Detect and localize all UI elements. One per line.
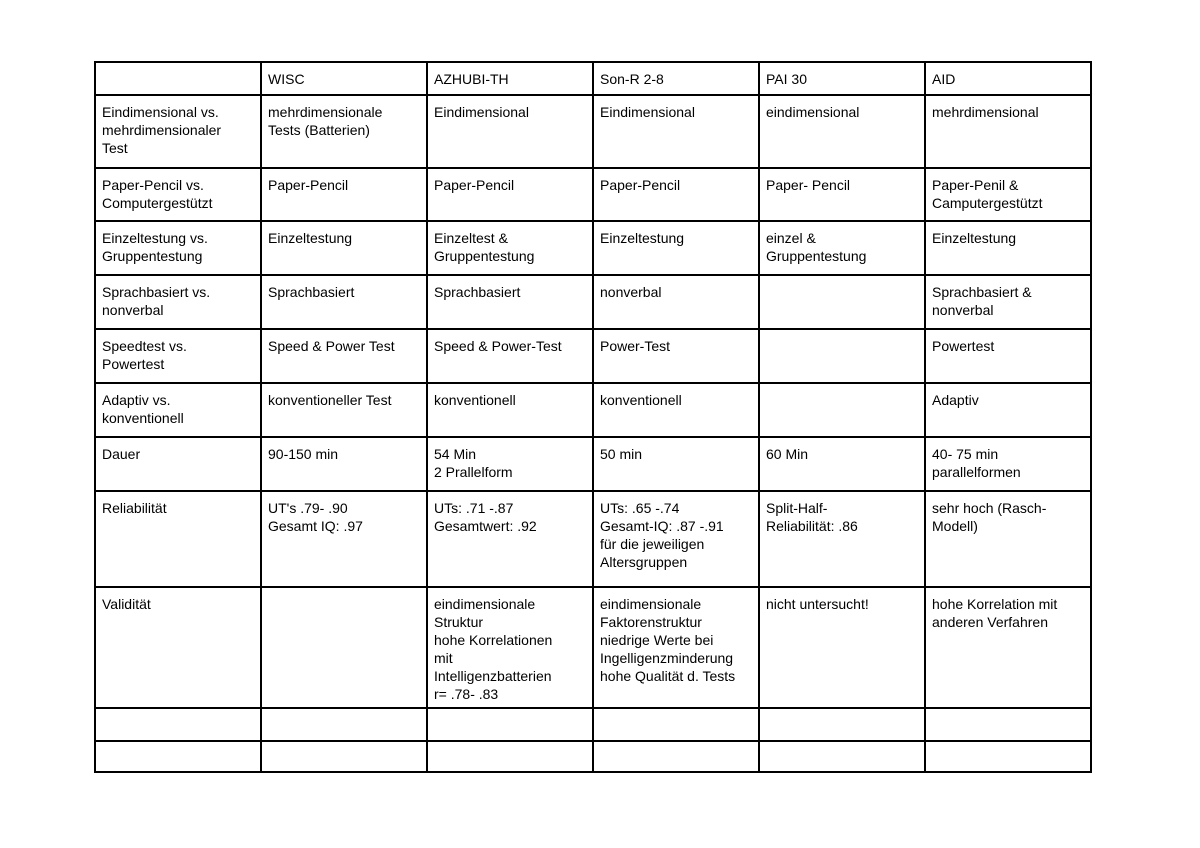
- row-label: Reliabilität: [95, 491, 261, 587]
- row-label: Adaptiv vs. konventionell: [95, 383, 261, 437]
- comparison-table: [94, 61, 1092, 773]
- table-row: [95, 437, 1091, 491]
- table-row: [95, 383, 1091, 437]
- table-cell: Eindimensional: [427, 95, 593, 168]
- table-cell: Sprachbasiert: [427, 275, 593, 329]
- table-cell: [593, 741, 759, 772]
- table-row: [95, 275, 1091, 329]
- table-cell: Einzeltestung: [261, 221, 427, 275]
- table-row: [95, 587, 1091, 708]
- table-row: [95, 168, 1091, 221]
- table-cell: Adaptiv: [925, 383, 1091, 437]
- table-cell: UTs: .71 -.87 Gesamtwert: .92: [427, 491, 593, 587]
- table-row: [95, 741, 1091, 772]
- table-cell: Split-Half- Reliabilität: .86: [759, 491, 925, 587]
- header-cell-pai30: PAI 30: [759, 62, 925, 95]
- table-cell: Power-Test: [593, 329, 759, 383]
- row-label: Dauer: [95, 437, 261, 491]
- table-cell: Sprachbasiert & nonverbal: [925, 275, 1091, 329]
- table-row: [95, 221, 1091, 275]
- table-cell: [261, 741, 427, 772]
- table-cell: [759, 741, 925, 772]
- table-row: [95, 329, 1091, 383]
- table-cell: Einzeltest & Gruppentestung: [427, 221, 593, 275]
- row-label: Einzeltestung vs. Gruppentestung: [95, 221, 261, 275]
- table-row: [95, 491, 1091, 587]
- table-cell: Paper-Pencil: [593, 168, 759, 221]
- table-cell: hohe Korrelation mit anderen Verfahren: [925, 587, 1091, 708]
- table-cell: [759, 383, 925, 437]
- table-cell: konventionell: [593, 383, 759, 437]
- table-cell: Paper-Pencil: [427, 168, 593, 221]
- table-cell: UT's .79- .90 Gesamt IQ: .97: [261, 491, 427, 587]
- header-cell-aid: AID: [925, 62, 1091, 95]
- row-label: Speedtest vs. Powertest: [95, 329, 261, 383]
- header-cell-wisc: WISC: [261, 62, 427, 95]
- table-cell: Paper- Pencil: [759, 168, 925, 221]
- table-cell: [261, 708, 427, 741]
- table-cell: konventioneller Test: [261, 383, 427, 437]
- table-cell: konventionell: [427, 383, 593, 437]
- table-cell: eindimensional: [759, 95, 925, 168]
- row-label: [95, 708, 261, 741]
- row-label: [95, 741, 261, 772]
- table-cell: mehrdimensional: [925, 95, 1091, 168]
- table-cell: nonverbal: [593, 275, 759, 329]
- row-label: Sprachbasiert vs. nonverbal: [95, 275, 261, 329]
- table-cell: 60 Min: [759, 437, 925, 491]
- table-cell: Paper-Pencil: [261, 168, 427, 221]
- table-cell: 54 Min 2 Prallelform: [427, 437, 593, 491]
- table-cell: Powertest: [925, 329, 1091, 383]
- table-cell: [427, 741, 593, 772]
- table-cell: sehr hoch (Rasch- Modell): [925, 491, 1091, 587]
- table-header-row: [95, 62, 1091, 95]
- table-cell: 50 min: [593, 437, 759, 491]
- table-cell: eindimensionale Struktur hohe Korrelationen mit Intelligenzbatterien r= .78- .83: [427, 587, 593, 708]
- table-cell: [925, 741, 1091, 772]
- table-cell: [759, 329, 925, 383]
- table-cell: 40- 75 min parallelformen: [925, 437, 1091, 491]
- table-cell: eindimensionale Faktorenstruktur niedrige Werte bei Ingelligenzminderung hohe Qualität d. Tests: [593, 587, 759, 708]
- header-cell-sonr: Son-R 2-8: [593, 62, 759, 95]
- table-cell: [427, 708, 593, 741]
- table-cell: [925, 708, 1091, 741]
- table-cell: Eindimensional: [593, 95, 759, 168]
- row-label: Eindimensional vs. mehrdimensionaler Test: [95, 95, 261, 168]
- table-cell: mehrdimensionale Tests (Batterien): [261, 95, 427, 168]
- row-label: Validität: [95, 587, 261, 708]
- table-row: [95, 708, 1091, 741]
- table-cell: [759, 275, 925, 329]
- table-cell: [593, 708, 759, 741]
- table-cell: Speed & Power Test: [261, 329, 427, 383]
- table-cell: 90-150 min: [261, 437, 427, 491]
- header-cell-corner: [95, 62, 261, 95]
- table-cell: Speed & Power-Test: [427, 329, 593, 383]
- table-cell: Einzeltestung: [925, 221, 1091, 275]
- table-cell: [261, 587, 427, 708]
- table-cell: Sprachbasiert: [261, 275, 427, 329]
- table-cell: UTs: .65 -.74 Gesamt-IQ: .87 -.91 für die jeweiligen Altersgruppen: [593, 491, 759, 587]
- table-cell: nicht untersucht!: [759, 587, 925, 708]
- table-cell: einzel & Gruppentestung: [759, 221, 925, 275]
- table-cell: Paper-Penil & Camputergestützt: [925, 168, 1091, 221]
- row-label: Paper-Pencil vs. Computergestützt: [95, 168, 261, 221]
- table-row: [95, 95, 1091, 168]
- table-cell: Einzeltestung: [593, 221, 759, 275]
- table-cell: [759, 708, 925, 741]
- header-cell-azhubi: AZHUBI-TH: [427, 62, 593, 95]
